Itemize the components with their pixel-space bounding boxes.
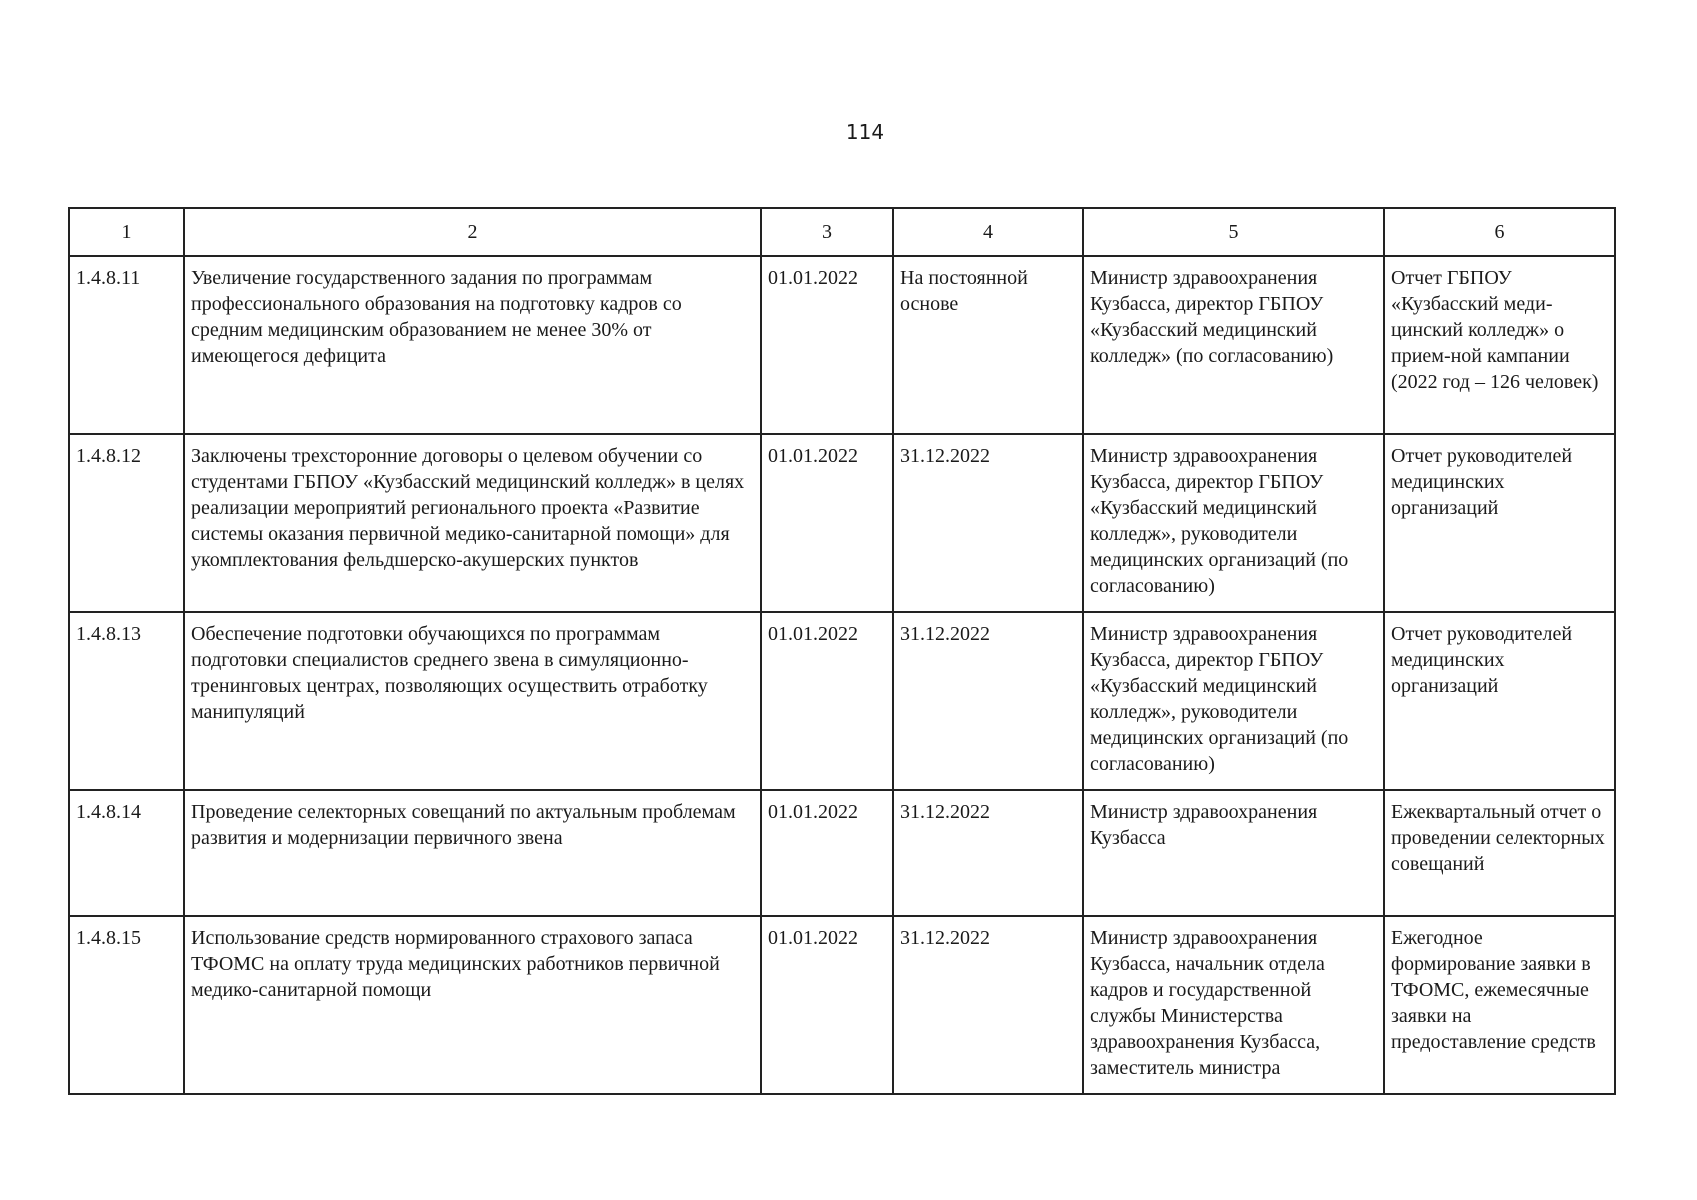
end-date: 31.12.2022 [893, 434, 1083, 612]
expected-result: Отчет руководителей медицинских организаций [1384, 612, 1615, 790]
table-row [69, 612, 1615, 790]
item-number: 1.4.8.12 [69, 434, 184, 612]
responsible-party: Министр здравоохранения Кузбасса, директор ГБПОУ «Кузбасский медицинский колледж», руководители медицинских организаций (по согласованию) [1083, 612, 1384, 790]
start-date: 01.01.2022 [761, 612, 893, 790]
table-row [69, 434, 1615, 612]
end-date: 31.12.2022 [893, 790, 1083, 916]
start-date: 01.01.2022 [761, 790, 893, 916]
expected-result: Отчет ГБПОУ «Кузбасский меди-цинский колледж» о прием-ной кампании (2022 год – 126 человек) [1384, 256, 1615, 434]
activity-description: Обеспечение подготовки обучающихся по программам подготовки специалистов среднего звена в симуляционно-тренинговых центрах, позволяющих осуществить отработку манипуляций [184, 612, 761, 790]
activity-description: Увеличение государственного задания по программам профессионального образования на подготовку кадров со средним медицинским образованием не менее 30% от имеющегося дефицита [184, 256, 761, 434]
expected-result: Отчет руководителей медицинских организаций [1384, 434, 1615, 612]
table-header-row [69, 208, 1615, 256]
item-number: 1.4.8.11 [69, 256, 184, 434]
item-number: 1.4.8.15 [69, 916, 184, 1094]
responsible-party: Министр здравоохранения Кузбасса, директор ГБПОУ «Кузбасский медицинский колледж», руководители медицинских организаций (по согласованию) [1083, 434, 1384, 612]
responsible-party: Министр здравоохранения Кузбасса [1083, 790, 1384, 916]
item-number: 1.4.8.14 [69, 790, 184, 916]
table-row [69, 916, 1615, 1094]
end-date: 31.12.2022 [893, 612, 1083, 790]
column-header-2: 2 [184, 208, 761, 256]
activity-description: Проведение селекторных совещаний по актуальным проблемам развития и модернизации первичного звена [184, 790, 761, 916]
table-row [69, 790, 1615, 916]
activity-description: Использование средств нормированного страхового запаса ТФОМС на оплату труда медицинских работников первичной медико-санитарной помощи [184, 916, 761, 1094]
responsible-party: Министр здравоохранения Кузбасса, директор ГБПОУ «Кузбасский медицинский колледж» (по согласованию) [1083, 256, 1384, 434]
activity-description: Заключены трехсторонние договоры о целевом обучении со студентами ГБПОУ «Кузбасский медицинский колледж» в целях реализации мероприятий регионального проекта «Развитие системы оказания первичной медико-санитарной помощи» для укомплектования фельдшерско-акушерских пунктов [184, 434, 761, 612]
column-header-4: 4 [893, 208, 1083, 256]
start-date: 01.01.2022 [761, 256, 893, 434]
expected-result: Ежегодное формирование заявки в ТФОМС, ежемесячные заявки на предоставление средств [1384, 916, 1615, 1094]
activity-plan-table [68, 207, 1616, 1095]
table-row [69, 256, 1615, 434]
page-number: 114 [845, 120, 885, 144]
start-date: 01.01.2022 [761, 434, 893, 612]
expected-result: Ежеквартальный отчет о проведении селекторных совещаний [1384, 790, 1615, 916]
end-date: 31.12.2022 [893, 916, 1083, 1094]
end-date: На постоянной основе [893, 256, 1083, 434]
item-number: 1.4.8.13 [69, 612, 184, 790]
column-header-1: 1 [69, 208, 184, 256]
responsible-party: Министр здравоохранения Кузбасса, начальник отдела кадров и государственной службы Министерства здравоохранения Кузбасса, заместитель министра [1083, 916, 1384, 1094]
column-header-5: 5 [1083, 208, 1384, 256]
column-header-3: 3 [761, 208, 893, 256]
start-date: 01.01.2022 [761, 916, 893, 1094]
column-header-6: 6 [1384, 208, 1615, 256]
